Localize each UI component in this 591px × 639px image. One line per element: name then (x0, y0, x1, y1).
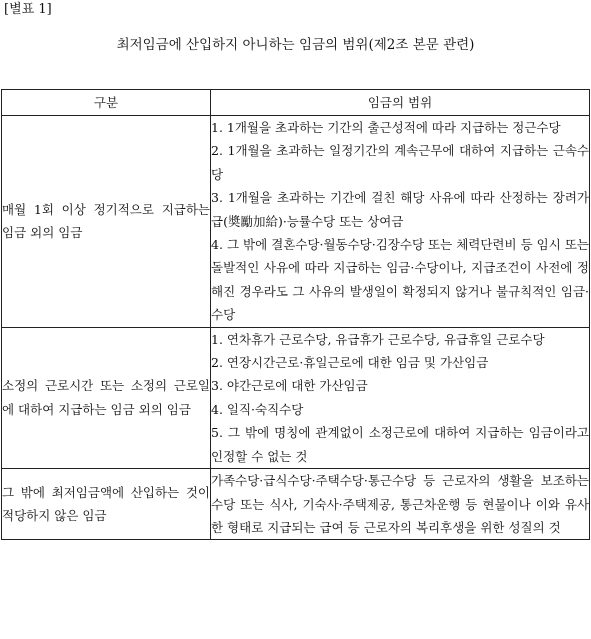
row-range-cell (211, 116, 590, 328)
range-item: 5. 그 밖에 명칭에 관계없이 소정근로에 대하여 지급하는 임금이라고 인정할 수 없는 것 (211, 425, 589, 464)
column-header-range: 임금의 범위 (211, 90, 590, 116)
table-header-row (2, 90, 590, 116)
range-item: 3. 야간근로에 대한 가산임금 (211, 378, 368, 394)
column-header-category: 구분 (2, 90, 211, 116)
range-item: 1. 1개월을 초과하는 기간의 출근성적에 따라 지급하는 정근수당 (211, 120, 561, 135)
table-row (2, 469, 590, 540)
annex-label: [별표 1] (4, 2, 52, 17)
table-row (2, 116, 590, 328)
row-range-cell (211, 469, 590, 540)
table-row (2, 327, 590, 468)
row-range-cell (211, 327, 590, 468)
document-title: 최저임금에 산입하지 아니하는 임금의 범위(제2조 본문 관련) (116, 37, 475, 53)
range-item: 4. 그 밖에 결혼수당·월동수당·김장수당 또는 체력단련비 등 임시 또는 돌발적인 사유에 따라 지급하는 임금·수당이나, 지급조건이 사전에 정해진 경우라도 그 사유의 발생일이 확정되지 않거나 불규칙적인 임금·수당 (211, 237, 589, 323)
row-category: 소정의 근로시간 또는 소정의 근로일에 대하여 지급하는 임금 외의 임금 (2, 327, 211, 468)
range-item: 4. 일직·숙직수당 (211, 401, 304, 417)
wage-range-table (1, 89, 590, 540)
range-item: 1. 연차휴가 근로수당, 유급휴가 근로수당, 유급휴일 근로수당 (211, 331, 545, 347)
range-item: 3. 1개월을 초과하는 기간에 걸친 해당 사유에 따라 산정하는 장려가급(奬勵加給)·능률수당 또는 상여금 (211, 190, 589, 229)
range-item: 2. 1개월을 초과하는 일정기간의 계속근무에 대하여 지급하는 근속수당 (211, 143, 589, 182)
row-category: 매월 1회 이상 정기적으로 지급하는 임금 외의 임금 (2, 116, 211, 328)
range-item: 2. 연장시간근로·휴일근로에 대한 임금 및 가산임금 (211, 355, 489, 371)
row-category: 그 밖에 최저임금액에 산입하는 것이 적당하지 않은 임금 (2, 469, 211, 540)
range-item: 가족수당·급식수당·주택수당·통근수당 등 근로자의 생활을 보조하는 수당 또는 식사, 기숙사·주택제공, 통근차운행 등 현물이나 이와 유사한 형태로 지급되는 급여 등 근로자의 복리후생을 위한 성질의 것 (211, 473, 589, 535)
